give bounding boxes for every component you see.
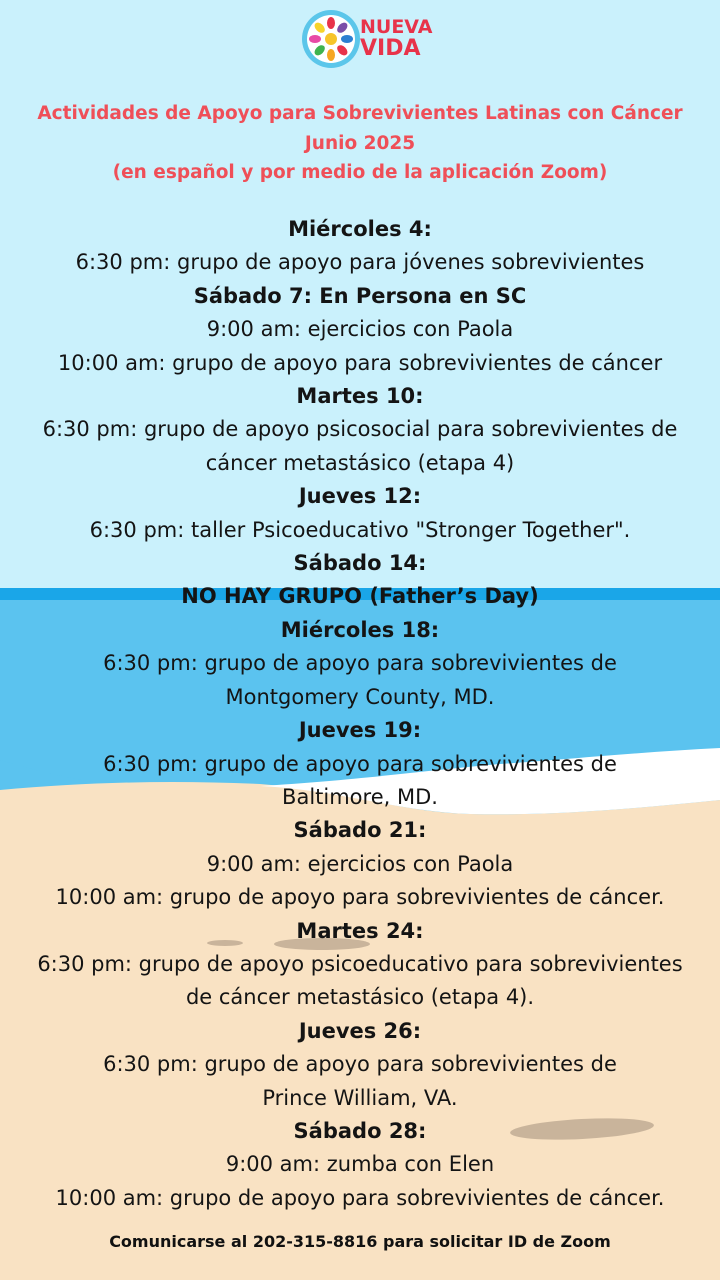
schedule-entry (0, 915, 720, 1015)
schedule-entry (0, 814, 720, 914)
schedule-line: 6:30 pm: grupo de apoyo para jóvenes sobrevivientes (75, 250, 645, 275)
schedule-line: 10:00 am: grupo de apoyo para sobrevivientes de cáncer. (55, 1185, 665, 1210)
schedule-day: Sábado 21: (293, 818, 427, 843)
schedule-entry (0, 480, 720, 547)
schedule-list (0, 213, 720, 1215)
schedule-entry (0, 213, 720, 280)
schedule-entry (0, 547, 720, 614)
schedule-line: 6:30 pm: grupo de apoyo para sobrevivientes de (103, 751, 617, 776)
schedule-entry (0, 1115, 720, 1215)
schedule-day: Sábado 28: (293, 1118, 427, 1143)
schedule-line: de cáncer metastásico (etapa 4). (185, 985, 535, 1010)
schedule-line: 9:00 am: ejercicios con Paola (206, 317, 514, 342)
logo-text-vida: VIDA (360, 36, 421, 61)
schedule-line: Baltimore, MD. (282, 784, 438, 809)
schedule-entry (0, 380, 720, 480)
schedule-line: 6:30 pm: grupo de apoyo psicoeducativo para sobrevivientes (37, 951, 683, 976)
schedule-line: NO HAY GRUPO (Father’s Day) (181, 584, 539, 609)
header-subtitle: (en español y por medio de la aplicación Zoom) (112, 162, 608, 183)
schedule-line: cáncer metastásico (etapa 4) (205, 450, 515, 475)
schedule-day: Jueves 12: (298, 484, 422, 509)
header-month: Junio 2025 (304, 133, 416, 154)
schedule-day: Sábado 7: En Persona en SC (193, 283, 527, 308)
schedule-line: 10:00 am: grupo de apoyo para sobrevivientes de cáncer. (55, 885, 665, 910)
header-title: Actividades de Apoyo para Sobrevivientes Latinas con Cáncer (37, 103, 683, 124)
schedule-line: 10:00 am: grupo de apoyo para sobrevivientes de cáncer (57, 350, 663, 375)
schedule-day: Jueves 19: (298, 718, 422, 743)
schedule-line: Montgomery County, MD. (225, 684, 495, 709)
contact-footer: Comunicarse al 202-315-8816 para solicitar ID de Zoom (109, 1232, 611, 1251)
schedule-line: 9:00 am: ejercicios con Paola (206, 851, 514, 876)
schedule-entry (0, 280, 720, 380)
logo-center (325, 33, 337, 45)
schedule-line: Prince William, VA. (262, 1085, 458, 1110)
logo-text-nueva: NUEVA (360, 16, 433, 38)
schedule-line: 6:30 pm: grupo de apoyo para sobrevivientes de (103, 651, 617, 676)
schedule-line: 6:30 pm: grupo de apoyo para sobrevivientes de (103, 1052, 617, 1077)
schedule-entry (0, 1015, 720, 1115)
schedule-line: 9:00 am: zumba con Elen (225, 1152, 495, 1177)
schedule-day: Martes 10: (296, 384, 424, 409)
schedule-day: Sábado 14: (293, 551, 427, 576)
schedule-entry (0, 614, 720, 714)
schedule-day: Jueves 26: (298, 1018, 422, 1043)
schedule-line: 6:30 pm: grupo de apoyo psicosocial para sobrevivientes de (42, 417, 678, 442)
schedule-line: 6:30 pm: taller Psicoeducativo "Stronger Together". (89, 517, 631, 542)
schedule-entry (0, 714, 720, 814)
schedule-day: Miércoles 18: (280, 617, 440, 642)
schedule-day: Miércoles 4: (288, 217, 432, 241)
schedule-day: Martes 24: (296, 918, 424, 943)
